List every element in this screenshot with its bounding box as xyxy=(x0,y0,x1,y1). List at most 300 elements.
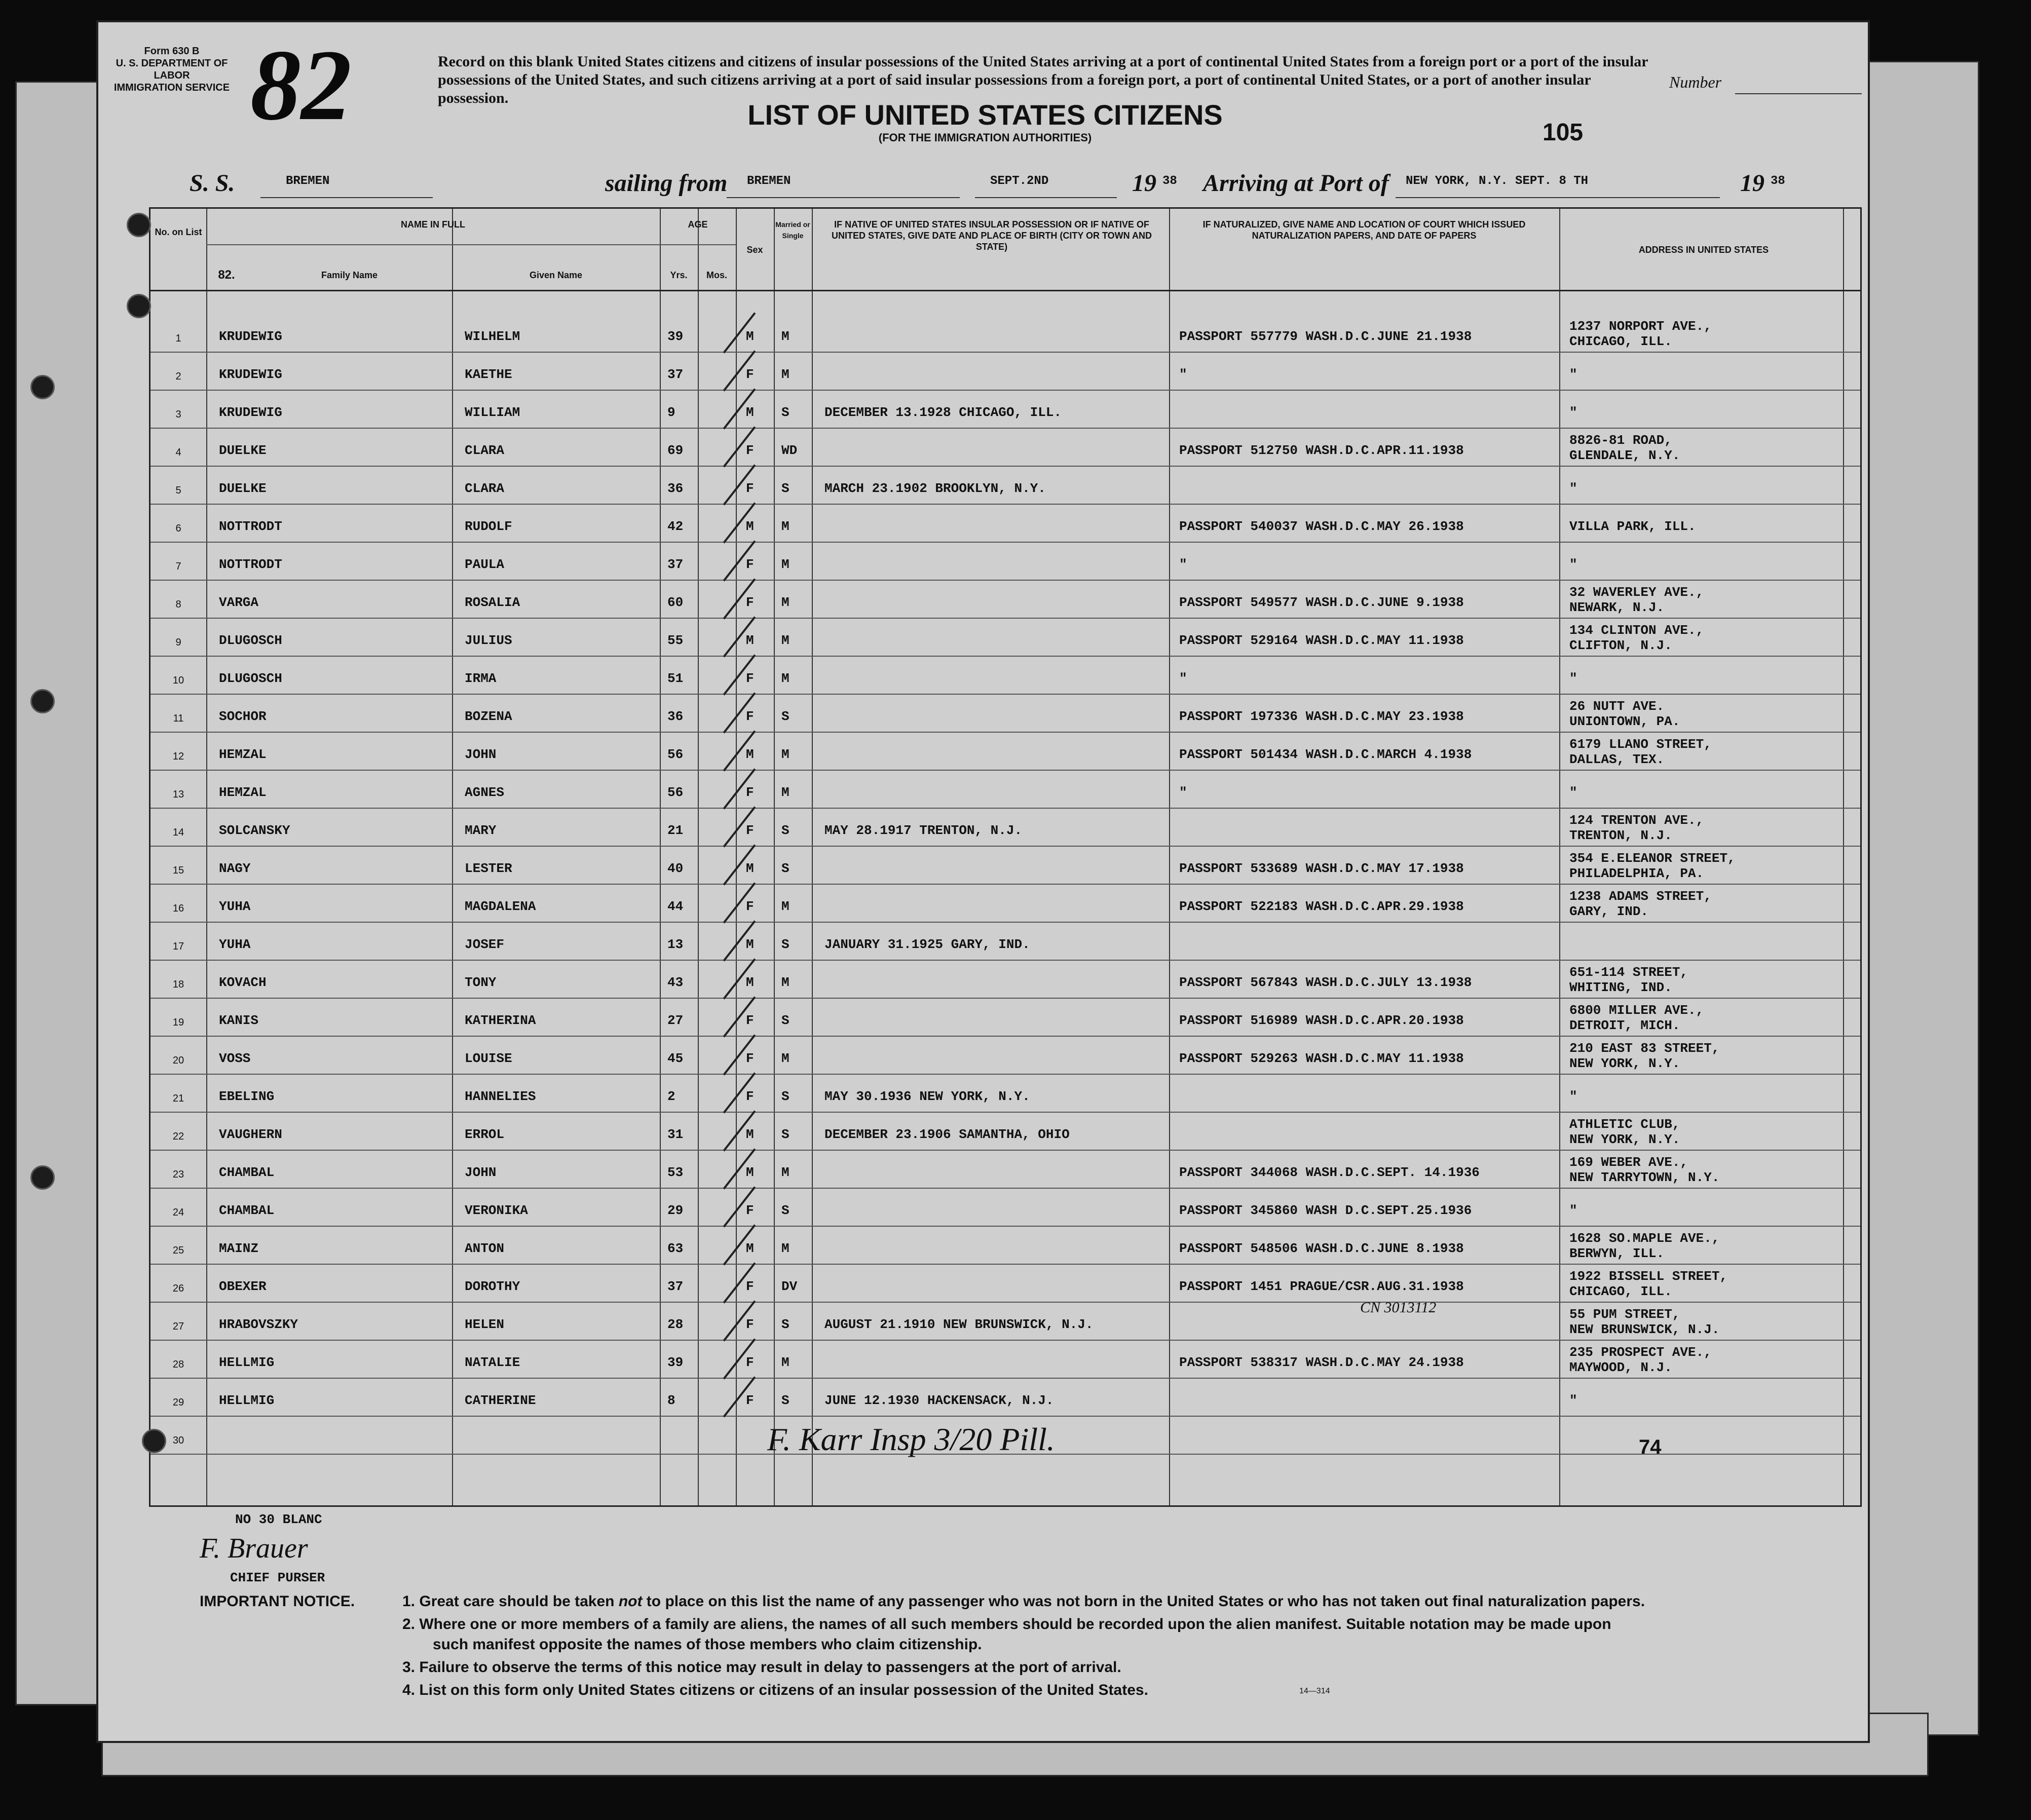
cell-family: DUELKE xyxy=(219,481,267,496)
table-row xyxy=(151,1306,1860,1344)
cell-sex: F xyxy=(746,595,754,610)
row-rule xyxy=(151,998,1860,999)
row-rule xyxy=(151,846,1860,847)
cell-nat: PASSPORT 501434 WASH.D.C.MARCH 4.1938 xyxy=(1179,747,1472,762)
cell-given: KAETHE xyxy=(465,367,512,382)
header-name-in-full: NAME IN FULL xyxy=(401,219,465,230)
cell-given: MAGDALENA xyxy=(465,899,536,914)
cell-address-line-2: PHILADELPHIA, PA. xyxy=(1569,866,1704,881)
cell-sex: M xyxy=(746,1165,754,1180)
row-rule xyxy=(151,1074,1860,1075)
cell-address-line-1: 235 PROSPECT AVE., xyxy=(1569,1345,1712,1360)
cell-sex: M xyxy=(746,1241,754,1256)
cell-address-line-2: DALLAS, TEX. xyxy=(1569,752,1665,767)
row-rule xyxy=(151,1378,1860,1379)
header-address: ADDRESS IN UNITED STATES xyxy=(1638,245,1769,255)
sailing-from-line xyxy=(727,197,960,198)
cell-address-line-1: ATHLETIC CLUB, xyxy=(1569,1117,1680,1132)
cell-sex: F xyxy=(746,899,754,914)
cell-given: MARY xyxy=(465,823,497,838)
cell-address-line-1: 6179 LLANO STREET, xyxy=(1569,737,1712,752)
row-number: 18 xyxy=(172,979,184,990)
row-number: 30 xyxy=(172,1435,184,1446)
table-row xyxy=(151,698,1860,736)
cell-nat: PASSPORT 197336 WASH.D.C.MAY 23.1938 xyxy=(1179,709,1464,724)
cell-address-line-1: 354 E.ELEANOR STREET, xyxy=(1569,851,1736,866)
cell-address-line-2: UNIONTOWN, PA. xyxy=(1569,714,1680,729)
cell-address-line-2: GARY, IND. xyxy=(1569,904,1649,919)
cell-sex: M xyxy=(746,519,754,534)
table-row xyxy=(151,1154,1860,1192)
cell-birth: MAY 30.1936 NEW YORK, N.Y. xyxy=(824,1089,1030,1104)
row-rule xyxy=(151,960,1860,961)
row-number: 16 xyxy=(172,903,184,914)
table-row xyxy=(151,1344,1860,1382)
cell-ms: S xyxy=(781,1089,789,1104)
cell-birth: MARCH 23.1902 BROOKLYN, N.Y. xyxy=(824,481,1046,496)
row-number: 19 xyxy=(172,1017,184,1028)
cell-given: CATHERINE xyxy=(465,1393,536,1408)
cell-sex: F xyxy=(746,1051,754,1066)
notice-2-continued: such manifest opposite the names of those members who claim citizenship. xyxy=(433,1636,982,1653)
cell-given: ERROL xyxy=(465,1127,505,1142)
cell-family: KRUDEWIG xyxy=(219,329,282,344)
cell-family: NOTTRODT xyxy=(219,557,282,572)
cell-family: VARGA xyxy=(219,595,259,610)
cell-ms: S xyxy=(781,1203,789,1218)
table-row xyxy=(151,812,1860,850)
row-rule xyxy=(151,1188,1860,1189)
cell-sex: F xyxy=(746,1317,754,1332)
cell-ms: M xyxy=(781,899,789,914)
sail-date: SEPT.2ND xyxy=(990,174,1049,188)
header-birth: IF NATIVE OF UNITED STATES INSULAR POSSESSION OR IF NATIVE OF UNITED STATES, GIVE DATE AND PLACE OF BIRTH (CITY OR TOWN AND STATE) xyxy=(831,219,1152,252)
cell-given: CLARA xyxy=(465,443,505,458)
cell-family: YUHA xyxy=(219,899,251,914)
cell-nat: PASSPORT 549577 WASH.D.C.JUNE 9.1938 xyxy=(1179,595,1464,610)
cell-given: NATALIE xyxy=(465,1355,520,1370)
row-number: 27 xyxy=(172,1321,184,1332)
cell-sex: M xyxy=(746,633,754,648)
row-rule xyxy=(151,884,1860,885)
punch-hole xyxy=(127,294,151,318)
cell-address-line-1: 169 WEBER AVE., xyxy=(1569,1155,1688,1170)
handwritten-note-row-26: CN 3013112 xyxy=(1360,1299,1437,1316)
row-number: 24 xyxy=(172,1207,184,1218)
cell-birth: DECEMBER 13.1928 CHICAGO, ILL. xyxy=(824,405,1062,420)
page-title: LIST OF UNITED STATES CITIZENS xyxy=(747,99,1223,131)
cell-ms: S xyxy=(781,1393,789,1408)
cell-sex: F xyxy=(746,481,754,496)
header-yrs: Yrs. xyxy=(670,270,688,280)
cell-address-line-2: GLENDALE, N.Y. xyxy=(1569,448,1680,463)
print-code: 14—314 xyxy=(1299,1687,1330,1695)
table-row xyxy=(151,1078,1860,1116)
cell-ms: S xyxy=(781,481,789,496)
row-rule xyxy=(151,656,1860,657)
row-rule xyxy=(151,466,1860,467)
cell-nat: PASSPORT 557779 WASH.D.C.JUNE 21.1938 xyxy=(1179,329,1472,344)
cell-age: 28 xyxy=(667,1317,684,1332)
cell-birth: AUGUST 21.1910 NEW BRUNSWICK, N.J. xyxy=(824,1317,1094,1332)
row-rule xyxy=(151,1340,1860,1341)
cell-age: 31 xyxy=(667,1127,684,1142)
table-row xyxy=(151,964,1860,1002)
manifest-table xyxy=(149,207,1862,1507)
cell-address-line-1: " xyxy=(1569,557,1577,572)
table-row xyxy=(151,356,1860,394)
cell-sex: F xyxy=(746,1279,754,1294)
row-rule xyxy=(151,618,1860,619)
cell-address-line-2: CHICAGO, ILL. xyxy=(1569,334,1672,349)
cell-sex: F xyxy=(746,1393,754,1408)
row-rule xyxy=(151,694,1860,695)
row-number: 6 xyxy=(175,523,181,534)
table-row xyxy=(151,584,1860,622)
row-number: 25 xyxy=(172,1245,184,1256)
cell-nat: PASSPORT 567843 WASH.D.C.JULY 13.1938 xyxy=(1179,975,1472,990)
cell-address-line-2: BERWYN, ILL. xyxy=(1569,1246,1665,1261)
punch-hole xyxy=(30,375,55,399)
cell-family: HELLMIG xyxy=(219,1355,275,1370)
row-number: 20 xyxy=(172,1055,184,1066)
cell-given: JOHN xyxy=(465,747,497,762)
cell-given: ROSALIA xyxy=(465,595,520,610)
cell-age: 8 xyxy=(667,1393,675,1408)
chief-purser-label: CHIEF PURSER xyxy=(230,1570,325,1585)
cell-birth: DECEMBER 23.1906 SAMANTHA, OHIO xyxy=(824,1127,1070,1142)
table-row xyxy=(151,1002,1860,1040)
cell-address-line-1: 26 NUTT AVE. xyxy=(1569,699,1665,714)
row-rule xyxy=(151,390,1860,391)
table-row xyxy=(151,546,1860,584)
notice-2: 2. Where one or more members of a family are aliens, the names of all such members should be recorded upon the alien manifest. Suitable notation may be made upon xyxy=(402,1616,1611,1633)
cell-family: HEMZAL xyxy=(219,785,267,800)
cell-address-line-1: 1628 SO.MAPLE AVE., xyxy=(1569,1231,1720,1246)
cell-family: DLUGOSCH xyxy=(219,633,282,648)
cell-sex: F xyxy=(746,785,754,800)
cell-nat: PASSPORT 538317 WASH.D.C.MAY 24.1938 xyxy=(1179,1355,1464,1370)
cell-address-line-1: " xyxy=(1569,671,1577,686)
cell-ms: S xyxy=(781,1127,789,1142)
cell-given: CLARA xyxy=(465,481,505,496)
cell-address-line-1: 8826-81 ROAD, xyxy=(1569,433,1672,448)
cell-nat: " xyxy=(1179,671,1187,686)
cell-address-line-2: NEWARK, N.J. xyxy=(1569,600,1665,615)
cell-nat: PASSPORT 512750 WASH.D.C.APR.11.1938 xyxy=(1179,443,1464,458)
cell-given: WILLIAM xyxy=(465,405,520,420)
table-row xyxy=(151,926,1860,964)
header-mos: Mos. xyxy=(706,270,727,280)
cell-age: 51 xyxy=(667,671,684,686)
sail-date-line xyxy=(975,197,1117,198)
cell-address-line-2: CLIFTON, N.J. xyxy=(1569,638,1672,653)
year-prefix-1: 19 xyxy=(1132,170,1156,197)
cell-ms: M xyxy=(781,1355,789,1370)
cell-sex: M xyxy=(746,747,754,762)
cell-given: JOSEF xyxy=(465,937,505,952)
cell-nat: PASSPORT 516989 WASH.D.C.APR.20.1938 xyxy=(1179,1013,1464,1028)
cell-ms: M xyxy=(781,329,789,344)
cell-nat: PASSPORT 522183 WASH.D.C.APR.29.1938 xyxy=(1179,899,1464,914)
cell-ms: M xyxy=(781,1165,789,1180)
age-header-rule xyxy=(660,244,736,245)
table-row xyxy=(151,736,1860,774)
cell-given: RUDOLF xyxy=(465,519,512,534)
cell-address-line-2: NEW YORK, N.Y. xyxy=(1569,1132,1680,1147)
header-no: No. on List xyxy=(155,227,202,237)
name-header-rule xyxy=(206,244,660,245)
cell-ms: M xyxy=(781,1241,789,1256)
row-rule xyxy=(151,770,1860,771)
cell-age: 60 xyxy=(667,595,684,610)
punch-hole xyxy=(127,213,151,237)
cell-sex: F xyxy=(746,671,754,686)
cell-address-line-2: DETROIT, MICH. xyxy=(1569,1018,1680,1033)
cell-ms: M xyxy=(781,633,789,648)
cell-given: PAULA xyxy=(465,557,505,572)
cell-family: EBELING xyxy=(219,1089,275,1104)
cell-ms: M xyxy=(781,975,789,990)
cell-age: 45 xyxy=(667,1051,684,1066)
cell-address-line-1: " xyxy=(1569,1203,1577,1218)
cell-given: LESTER xyxy=(465,861,512,876)
cell-address-line-1: 124 TRENTON AVE., xyxy=(1569,813,1704,828)
header-given-name: Given Name xyxy=(529,270,583,280)
row-rule xyxy=(151,542,1860,543)
cell-sex: F xyxy=(746,367,754,382)
cell-family: HELLMIG xyxy=(219,1393,275,1408)
cell-age: 29 xyxy=(667,1203,684,1218)
row-number: 23 xyxy=(172,1169,184,1180)
cell-birth: MAY 28.1917 TRENTON, N.J. xyxy=(824,823,1023,838)
row-rule xyxy=(151,1112,1860,1113)
cell-sex: F xyxy=(746,1089,754,1104)
table-row xyxy=(151,470,1860,508)
cell-address-line-2: CHICAGO, ILL. xyxy=(1569,1284,1672,1299)
cell-sex: F xyxy=(746,1355,754,1370)
table-row xyxy=(151,432,1860,470)
table-row xyxy=(151,508,1860,546)
cell-ms: S xyxy=(781,1013,789,1028)
cell-given: JULIUS xyxy=(465,633,512,648)
cell-address-line-1: " xyxy=(1569,1089,1577,1104)
cell-address-line-1: 651-114 STREET, xyxy=(1569,965,1688,980)
cell-family: MAINZ xyxy=(219,1241,259,1256)
cell-sex: F xyxy=(746,1203,754,1218)
notice-1-emphasis: not xyxy=(618,1593,643,1610)
row-rule xyxy=(151,1150,1860,1151)
cell-address-line-1: 1237 NORPORT AVE., xyxy=(1569,319,1712,334)
header-family-name: Family Name xyxy=(321,270,378,280)
number-label: Number xyxy=(1669,73,1722,91)
ship-name: BREMEN xyxy=(286,174,330,188)
header-family-mark: 82. xyxy=(218,268,235,282)
cell-nat: " xyxy=(1179,367,1187,382)
row-rule xyxy=(151,1036,1860,1037)
cell-given: BOZENA xyxy=(465,709,512,724)
header-rule xyxy=(151,290,1860,291)
cell-family: KOVACH xyxy=(219,975,267,990)
table-row xyxy=(151,774,1860,812)
table-row xyxy=(151,1192,1860,1230)
cell-age: 13 xyxy=(667,937,684,952)
cell-given: ANTON xyxy=(465,1241,505,1256)
cell-address-line-1: 1238 ADAMS STREET, xyxy=(1569,889,1712,904)
cell-given: WILHELM xyxy=(465,329,520,344)
cell-age: 37 xyxy=(667,557,684,572)
cell-nat: PASSPORT 1451 PRAGUE/CSR.AUG.31.1938 xyxy=(1179,1279,1464,1294)
cell-given: IRMA xyxy=(465,671,497,686)
cell-sex: F xyxy=(746,709,754,724)
cell-birth: JUNE 12.1930 HACKENSACK, N.J. xyxy=(824,1393,1054,1408)
cell-ms: M xyxy=(781,557,789,572)
cell-ms: S xyxy=(781,709,789,724)
cell-age: 37 xyxy=(667,367,684,382)
cell-age: 2 xyxy=(667,1089,675,1104)
cell-age: 36 xyxy=(667,709,684,724)
notice-1-start: 1. Great care should be taken xyxy=(402,1593,619,1610)
cell-family: HRABOVSZKY xyxy=(219,1317,298,1332)
punch-hole xyxy=(142,1429,166,1453)
cell-sex: F xyxy=(746,443,754,458)
cell-age: 40 xyxy=(667,861,684,876)
cell-ms: S xyxy=(781,823,789,838)
cell-family: HEMZAL xyxy=(219,747,267,762)
cell-ms: M xyxy=(781,519,789,534)
cell-age: 42 xyxy=(667,519,684,534)
header-naturalized: IF NATURALIZED, GIVE NAME AND LOCATION OF COURT WHICH ISSUED NATURALIZATION PAPERS, AND DATE OF PAPERS xyxy=(1202,219,1526,241)
year-prefix-2: 19 xyxy=(1740,170,1764,197)
cell-nat: " xyxy=(1179,785,1187,800)
cell-address-line-1: " xyxy=(1569,1393,1577,1408)
row-number: 26 xyxy=(172,1283,184,1294)
table-row xyxy=(151,1268,1860,1306)
cell-nat: PASSPORT 533689 WASH.D.C.MAY 17.1938 xyxy=(1179,861,1464,876)
blanc-note: NO 30 BLANC xyxy=(235,1512,322,1527)
row-number: 15 xyxy=(172,865,184,876)
cell-ms: M xyxy=(781,747,789,762)
cell-family: DUELKE xyxy=(219,443,267,458)
cell-sex: F xyxy=(746,557,754,572)
cell-age: 9 xyxy=(667,405,675,420)
sailing-from-port: BREMEN xyxy=(747,174,791,188)
cell-family: YUHA xyxy=(219,937,251,952)
cell-age: 53 xyxy=(667,1165,684,1180)
arrival-year: 38 xyxy=(1771,174,1785,188)
cell-given: VERONIKA xyxy=(465,1203,528,1218)
cell-address-line-1: " xyxy=(1569,367,1577,382)
cell-address-line-1: 1922 BISSELL STREET, xyxy=(1569,1269,1728,1284)
cell-sex: M xyxy=(746,975,754,990)
cell-age: 56 xyxy=(667,747,684,762)
cell-ms: M xyxy=(781,595,789,610)
cell-family: DLUGOSCH xyxy=(219,671,282,686)
cell-ms: M xyxy=(781,785,789,800)
row-number: 11 xyxy=(173,713,184,724)
cell-age: 39 xyxy=(667,1355,684,1370)
cell-address-line-2: NEW YORK, N.Y. xyxy=(1569,1056,1680,1071)
cell-age: 69 xyxy=(667,443,684,458)
cell-sex: M xyxy=(746,1127,754,1142)
cell-address-line-1: " xyxy=(1569,481,1577,496)
cell-age: 56 xyxy=(667,785,684,800)
form-number: Form 630 B U. S. DEPARTMENT OF LABOR IMMIGRATION SERVICE xyxy=(114,46,230,93)
cell-given: KATHERINA xyxy=(465,1013,536,1028)
cell-nat: PASSPORT 529164 WASH.D.C.MAY 11.1938 xyxy=(1179,633,1464,648)
cell-ms: S xyxy=(781,405,789,420)
header-married: Married or Single xyxy=(775,220,810,240)
number-line xyxy=(1735,93,1862,94)
cell-ms: S xyxy=(781,861,789,876)
cell-family: SOLCANSKY xyxy=(219,823,290,838)
notice-1 xyxy=(402,1593,1645,1610)
table-row xyxy=(151,850,1860,888)
cell-family: NOTTRODT xyxy=(219,519,282,534)
cell-family: OBEXER xyxy=(219,1279,267,1294)
cell-sex: M xyxy=(746,937,754,952)
cell-age: 27 xyxy=(667,1013,684,1028)
cell-address-line-1: 6800 MILLER AVE., xyxy=(1569,1003,1704,1018)
row-rule xyxy=(151,1302,1860,1303)
row-rule xyxy=(151,922,1860,923)
notice-label: IMPORTANT NOTICE. xyxy=(200,1593,355,1610)
cell-address-line-1: 210 EAST 83 STREET, xyxy=(1569,1041,1720,1056)
intro-text: Record on this blank United States citizens and citizens of insular possessions of the United States arriving at a port of continental United States from a foreign port or a port of the insular possessions of the United States, and such citizens arriving at a port of said insular possessions from a foreign port, a port of continental United States, or a port of another insular possession. xyxy=(438,53,1648,106)
cell-nat: PASSPORT 540037 WASH.D.C.MAY 26.1938 xyxy=(1179,519,1464,534)
cell-given: HELEN xyxy=(465,1317,505,1332)
table-row xyxy=(151,394,1860,432)
arrival-line xyxy=(1396,197,1720,198)
cell-family: KRUDEWIG xyxy=(219,367,282,382)
cell-nat: PASSPORT 548506 WASH.D.C.JUNE 8.1938 xyxy=(1179,1241,1464,1256)
row-number: 21 xyxy=(172,1093,184,1104)
row-number: 7 xyxy=(175,561,181,572)
notice-4: 4. List on this form only United States citizens or citizens of an insular possession of the United States. xyxy=(402,1682,1148,1698)
table-row xyxy=(151,1040,1860,1078)
cell-age: 55 xyxy=(667,633,684,648)
cell-ms: S xyxy=(781,937,789,952)
cell-address-line-2: MAYWOOD, N.J. xyxy=(1569,1360,1672,1375)
cell-address-line-1: 55 PUM STREET, xyxy=(1569,1307,1680,1322)
inspector-signature: F. Karr Insp 3/20 Pill. xyxy=(767,1421,1055,1457)
row-number: 5 xyxy=(175,485,181,496)
cell-family: CHAMBAL xyxy=(219,1203,275,1218)
row-number: 1 xyxy=(175,333,181,344)
row-rule xyxy=(151,580,1860,581)
row-number: 2 xyxy=(175,371,181,382)
ss-label: S. S. xyxy=(190,170,235,197)
cell-address-line-1: 134 CLINTON AVE., xyxy=(1569,623,1704,638)
purser-signature: F. Brauer xyxy=(200,1533,308,1564)
sail-year: 38 xyxy=(1162,174,1177,188)
table-row xyxy=(151,660,1860,698)
row-number: 3 xyxy=(175,409,181,420)
cell-given: DOROTHY xyxy=(465,1279,520,1294)
page-subtitle: (FOR THE IMMIGRATION AUTHORITIES) xyxy=(878,131,1092,144)
row-number: 22 xyxy=(172,1131,184,1142)
punch-hole xyxy=(30,689,55,713)
total-count: 74 xyxy=(1639,1436,1662,1458)
cell-age: 37 xyxy=(667,1279,684,1294)
cell-address-line-2: WHITING, IND. xyxy=(1569,980,1672,995)
cell-family: NAGY xyxy=(219,861,251,876)
cell-nat: " xyxy=(1179,557,1187,572)
row-rule xyxy=(151,504,1860,505)
row-number: 28 xyxy=(172,1359,184,1370)
row-rule xyxy=(151,732,1860,733)
cell-family: VAUGHERN xyxy=(219,1127,282,1142)
